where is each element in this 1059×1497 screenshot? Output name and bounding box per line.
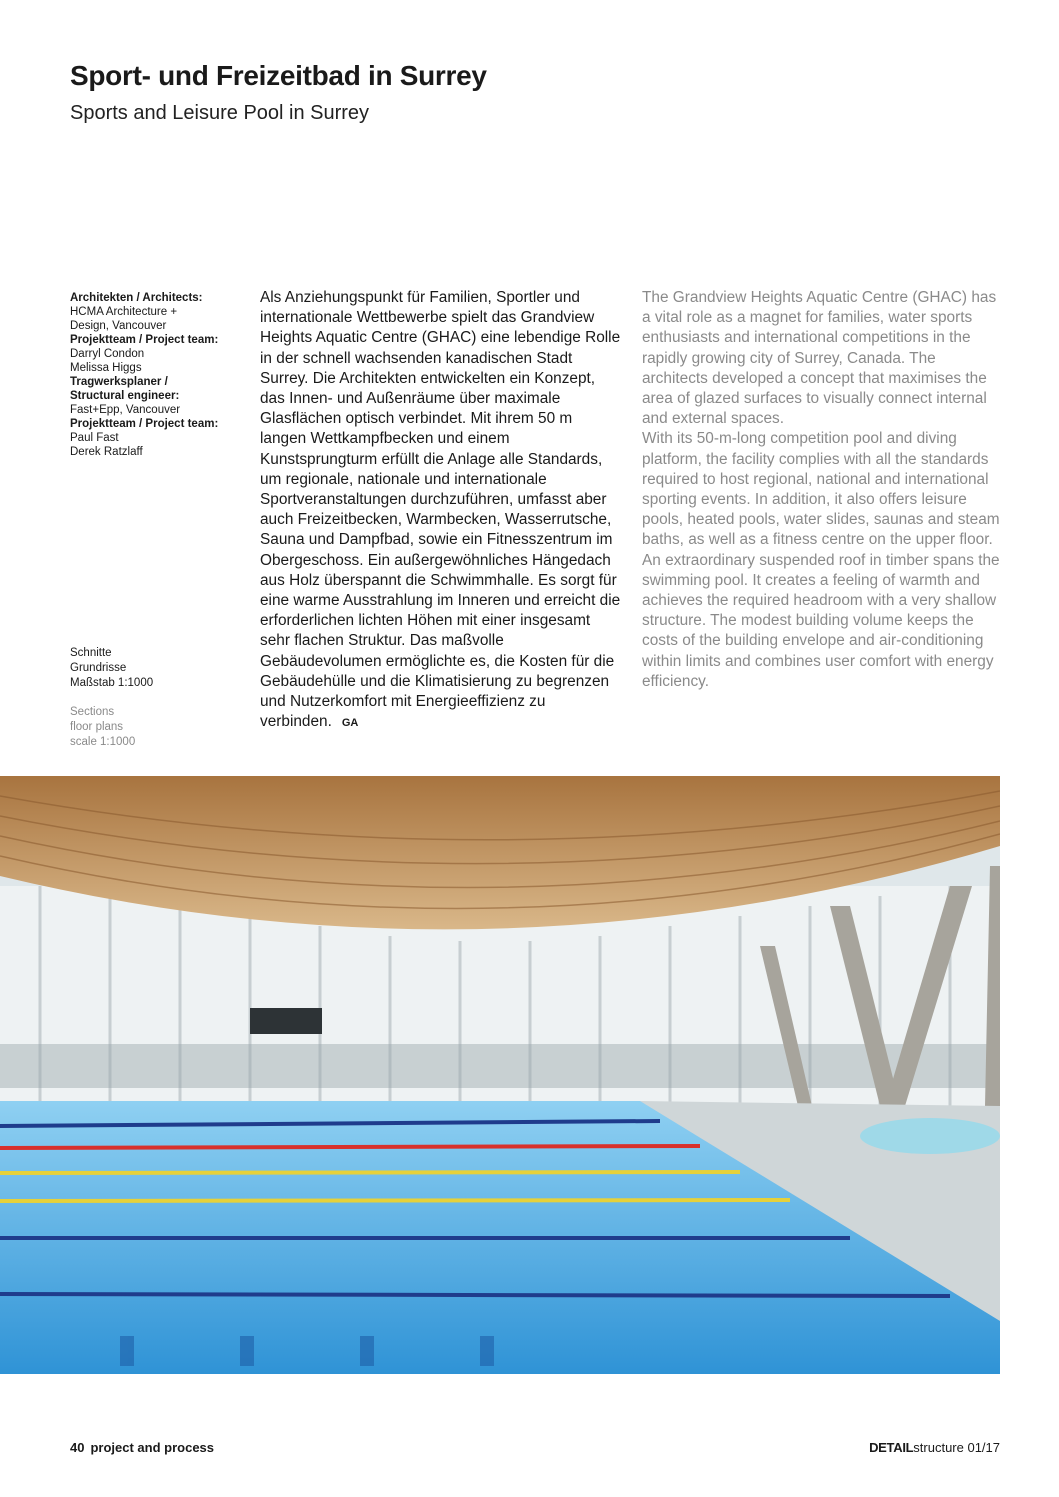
footer-page-info [70, 1440, 214, 1455]
credit-label-project-team: Projektteam / Project team: [70, 334, 219, 346]
page-subtitle: Sports and Leisure Pool in Surrey [70, 102, 370, 124]
body-text-german [260, 288, 622, 733]
scoreboard [250, 1008, 322, 1034]
credit-value-architects: HCMA Architecture + Design, Vancouver [70, 306, 178, 332]
credit-label-structural-engineer: Tragwerksplaner / Structural engineer: [70, 376, 180, 402]
project-credits [70, 291, 250, 459]
body-paragraph-english-2: With its 50-m-long competition pool and diving platform, the facility complies with all the standards required to host regional, national and international sporting events. In addition, it also offers leisure pools, heated pools, water slides, saunas and steam baths, as well as a fitness centre on the upper floor. An extraordinary suspended roof in timber spans the swimming pool. It creates a feeling of warmth and achieves the required headroom with a very shallow structure. The modest building volume keeps the costs of the building envelope and air-conditioning within limits and combines user comfort with energy efficiency. [642, 430, 1000, 690]
body-paragraph-english-1: The Grandview Heights Aquatic Centre (GHAC) has a vital role as a magnet for families, water sports enthusiasts and international competitions in the rapidly growing city of Surrey, Canada. The architects developed a concept that maximises the area of glazed surfaces to visually connect internal and external spaces. [642, 289, 997, 428]
drawing-captions [70, 646, 250, 750]
author-initials: GA [341, 717, 359, 730]
credit-label-architects: Architekten / Architects: [70, 292, 203, 304]
caption-english: Sections floor plans scale 1:1000 [70, 706, 136, 748]
section-name: project and process [90, 1440, 215, 1455]
magazine-brand: DETAIL [869, 1440, 914, 1455]
issue-label: structure 01/17 [913, 1440, 1000, 1455]
body-paragraph-german: Als Anziehungspunkt für Familien, Sportler und internationale Wettbewerbe spielt das Grandview Heights Aquatic Centre (GHAC) eine lebendige Rolle in der schnell wachsenden kanadischen Stadt Surrey. Die Architekten entwickelten ein Konzept, das Innen- und Außenräume über maximale Glasflächen optisch verbindet. Mit ihrem 50 m langen Wettkampfbecken und einem Kunstsprungturm erfüllt die Anlage alle Standards, um regionale, nationale und internationale Sportveranstaltungen durchzuführen, umfasst aber auch Freizeitbecken, Warmbecken, Wasserrutsche, Sauna und Dampfbad, sowie ein Fitnesszentrum im Obergeschoss. Ein außergewöhnliches Hängedach aus Holz überspannt die Schwimmhalle. Es sorgt für eine warme Ausstrahlung im Inneren und erreicht die erforderlichen lichten Höhen mit einer insgesamt sehr flachen Struktur. Das maßvolle Gebäudevolumen ermöglichte es, die Kosten für die Gebäudehülle und die Klimatisierung zu begrenzen und Nutzerkomfort mit Energieeffizienz zu verbinden. [260, 289, 621, 731]
page-title: Sport- und Freizeitbad in Surrey [70, 60, 487, 91]
caption-german: Schnitte Grundrisse Maßstab 1:1000 [70, 647, 154, 689]
page-number: 40 [70, 1440, 85, 1455]
credit-value-structural-engineer: Fast+Epp, Vancouver [70, 404, 181, 416]
credit-value-project-team: Darryl Condon Melissa Higgs [70, 348, 145, 374]
credit-label-structural-team: Projektteam / Project team: [70, 418, 219, 430]
aquatic-centre-photo [0, 776, 1000, 1374]
footer-publication [869, 1440, 1000, 1455]
leisure-pool [860, 1118, 1000, 1154]
body-text-english [642, 288, 1004, 692]
pool-hall-illustration [0, 776, 1000, 1374]
credit-value-structural-team: Paul Fast Derek Ratzlaff [70, 432, 143, 458]
